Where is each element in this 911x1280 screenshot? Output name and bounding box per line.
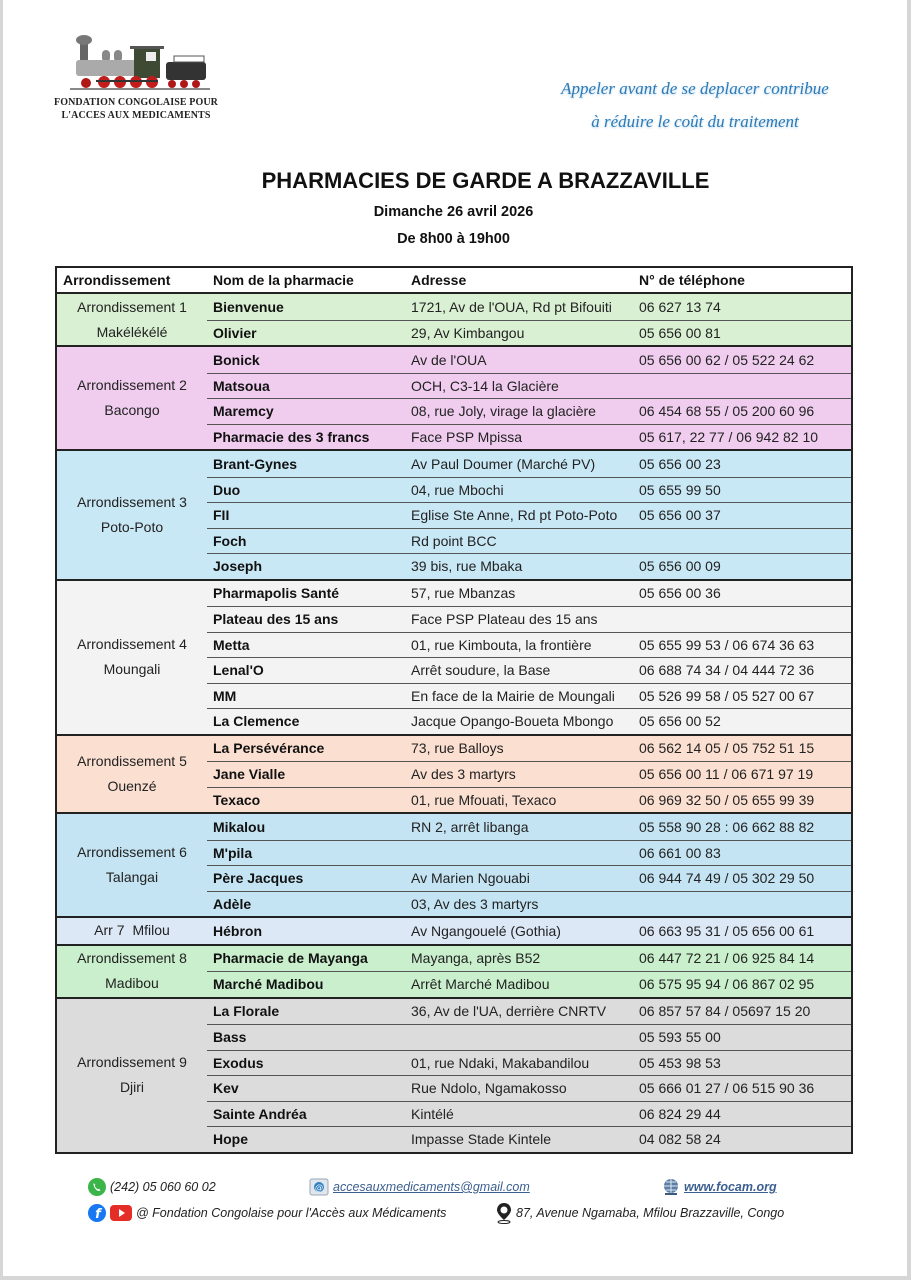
pharmacy-name: Duo: [213, 481, 241, 498]
arrondissement-district: Bacongo: [104, 402, 160, 418]
arrondissement-district: Talangai: [105, 869, 159, 885]
pharmacy-name: M'pila: [213, 844, 253, 861]
arrondissement-group: [57, 294, 851, 347]
table-row: [207, 918, 851, 944]
arrondissement-district: Djiri: [119, 1079, 145, 1095]
pharmacy-phone: 05 656 00 62 / 05 522 24 62: [639, 351, 815, 368]
pharmacy-address: Impasse Stade Kintele: [411, 1131, 552, 1148]
col-header-phone: N° de téléphone: [639, 272, 745, 288]
table-row: [207, 946, 851, 972]
pharmacy-address: 36, Av de l'UA, derrière CNRTV: [411, 1003, 607, 1020]
pharmacy-address: RN 2, arrêt libanga: [411, 818, 529, 835]
pharmacy-rows: [207, 451, 851, 579]
pharmacy-address: 04, rue Mbochi: [411, 481, 504, 498]
pharmacy-address: 01, rue Ndaki, Makabandilou: [411, 1054, 590, 1071]
col-header-address: Adresse: [411, 272, 467, 288]
table-row: [207, 1075, 851, 1101]
slogan-line2: à réduire le coût du traitement: [591, 112, 799, 131]
pharmacy-rows: [207, 946, 851, 997]
pharmacy-phone: 05 617, 22 77 / 06 942 82 10: [639, 428, 819, 445]
pharmacy-name: Marché Madibou: [213, 976, 324, 993]
pharmacy-name: Bass: [213, 1029, 247, 1046]
arrondissement-label: [57, 814, 207, 916]
pharmacy-address: 03, Av des 3 martyrs: [411, 895, 539, 912]
pharmacy-phone: 05 656 00 37: [639, 507, 721, 524]
arrondissement-number: Arrondissement 5: [77, 752, 187, 769]
pharmacy-phone: 05 656 00 23: [639, 455, 721, 472]
phone-icon: [88, 1178, 106, 1196]
pharmacy-phone: 06 824 29 44: [639, 1105, 721, 1122]
pharmacy-phone: 06 575 95 94 / 06 867 02 95: [639, 976, 815, 993]
pharmacy-name: Bonick: [213, 351, 260, 368]
arrondissement-label: [57, 946, 207, 997]
pharmacy-name: Hope: [213, 1131, 248, 1148]
table-row: [207, 553, 851, 579]
pharmacy-phone: 05 656 00 81: [639, 324, 721, 341]
arrondissement-district: Madibou: [105, 975, 159, 991]
table-row: [207, 320, 851, 346]
pharmacy-phone: 06 857 57 84 / 05697 15 20: [639, 1003, 811, 1020]
pharmacy-phone: 05 656 00 52: [639, 713, 721, 730]
table-row: [207, 840, 851, 866]
pharmacy-name: Sainte Andréa: [213, 1105, 307, 1122]
pharmacy-name: La Persévérance: [213, 740, 325, 757]
arrondissement-number: Arr 7: [94, 922, 125, 939]
pharmacy-address: Jacque Opango-Boueta Mbongo: [411, 713, 614, 730]
table-row: [207, 632, 851, 658]
arrondissement-number: Arrondissement 2: [77, 377, 187, 393]
slogan-line1: Appeler avant de se deplacer contribue: [561, 79, 829, 98]
pharmacy-rows: [207, 347, 851, 449]
pharmacy-name: Olivier: [213, 324, 257, 341]
arrondissement-number: Arrondissement 8: [77, 950, 187, 966]
pharmacy-name: Pharmapolis Santé: [213, 585, 340, 602]
pharmacy-address: 39 bis, rue Mbaka: [411, 558, 523, 575]
table-row: [207, 657, 851, 683]
pharmacy-name: La Clemence: [213, 713, 300, 730]
arrondissement-group: [57, 451, 851, 581]
pharmacy-address: Av de l'OUA: [411, 351, 487, 368]
facebook-icon[interactable]: [88, 1204, 106, 1222]
pharmacy-address: Arrêt Marché Madibou: [411, 976, 550, 993]
pharmacy-phone: 05 656 00 36: [639, 585, 721, 602]
pharmacy-name: Père Jacques: [213, 870, 304, 887]
footer-email[interactable]: [309, 1178, 530, 1196]
table-row: [207, 1101, 851, 1127]
footer-address-text: 87, Avenue Ngamaba, Mfilou Brazzaville, Congo: [516, 1206, 785, 1220]
table-row: [207, 1050, 851, 1076]
table-row: [207, 606, 851, 632]
table-body: [57, 294, 851, 1152]
pharmacy-phone: 06 688 74 34 / 04 444 72 36: [639, 662, 815, 679]
pharmacy-address: 01, rue Mfouati, Texaco: [411, 791, 557, 808]
footer-phone-text: (242) 05 060 60 02: [110, 1180, 216, 1194]
pharmacy-address: 73, rue Balloys: [411, 740, 504, 757]
table-row: [207, 347, 851, 373]
arrondissement-district: Makélékélé: [96, 323, 168, 340]
youtube-icon[interactable]: [110, 1204, 132, 1222]
svg-text:f: f: [95, 1207, 101, 1222]
table-header: [57, 268, 851, 294]
pharmacy-address: Av Ngangouelé (Gothia): [411, 922, 561, 939]
pharmacy-phone: 06 627 13 74: [639, 298, 721, 315]
pharmacy-phone: 05 656 00 09: [639, 558, 721, 575]
arrondissement-group: [57, 581, 851, 736]
pharmacy-name: Plateau des 15 ans: [213, 611, 339, 628]
footer-website-link[interactable]: www.focam.org: [684, 1180, 777, 1194]
table-row: [207, 865, 851, 891]
arrondissement-group: [57, 814, 851, 918]
arrondissement-district: Poto-Poto: [100, 518, 164, 535]
table-row: [207, 373, 851, 399]
pharmacy-phone: 05 655 99 50: [639, 481, 721, 498]
pharmacy-name: Joseph: [213, 558, 263, 575]
arrondissement-group: [57, 347, 851, 451]
footer-address: [496, 1202, 784, 1224]
pharmacy-address: Kintélé: [411, 1105, 454, 1122]
table-row: [207, 528, 851, 554]
table-row: [207, 891, 851, 917]
arrondissement-label: [57, 581, 207, 734]
pharmacy-address: Av Marien Ngouabi: [411, 870, 530, 887]
pharmacy-address: Face PSP Plateau des 15 ans: [411, 611, 598, 628]
pharmacy-name: Pharmacie des 3 francs: [213, 428, 370, 445]
table-row: [207, 971, 851, 997]
pharmacy-address: Face PSP Mpissa: [411, 428, 523, 445]
pharmacy-address: Eglise Ste Anne, Rd pt Poto-Poto: [411, 507, 618, 524]
pharmacy-address: 1721, Av de l'OUA, Rd pt Bifouiti: [411, 298, 612, 315]
pharmacy-rows: [207, 918, 851, 944]
pharmacy-phone: 05 655 99 53 / 06 674 36 63: [639, 636, 815, 653]
location-pin-icon: [496, 1202, 512, 1224]
arrondissement-label: [57, 999, 207, 1152]
arrondissement-number: Arrondissement 4: [77, 636, 187, 652]
pharmacy-name: MM: [213, 687, 237, 704]
pharmacy-address: 01, rue Kimbouta, la frontière: [411, 636, 592, 653]
pharmacy-name: Foch: [213, 532, 247, 549]
table-row: [207, 477, 851, 503]
pharmacy-phone: 06 562 14 05 / 05 752 51 15: [639, 740, 815, 757]
pharmacy-name: Bienvenue: [213, 298, 284, 315]
pharmacy-name: Metta: [213, 636, 250, 653]
pharmacy-address: Av des 3 martyrs: [411, 766, 516, 783]
pharmacy-name: Adèle: [213, 895, 252, 912]
pharmacy-name: FII: [213, 507, 230, 524]
steam-locomotive-icon: [70, 32, 210, 94]
table-row: [207, 294, 851, 320]
table-row: [207, 502, 851, 528]
pharmacy-rows: [207, 999, 851, 1152]
pharmacy-address: 29, Av Kimbangou: [411, 324, 525, 341]
logo-text-line2: L'ACCES AUX MEDICAMENTS: [61, 110, 211, 121]
arrondissement-number: Arrondissement 3: [77, 493, 187, 510]
pharmacy-name: Kev: [213, 1080, 239, 1097]
pharmacy-phone: 05 666 01 27 / 06 515 90 36: [639, 1080, 815, 1097]
pharmacy-phone: 05 656 00 11 / 06 671 97 19: [639, 766, 814, 783]
table-row: [207, 1126, 851, 1152]
pharmacy-name: Jane Vialle: [213, 766, 286, 783]
pharmacy-name: Hébron: [213, 922, 262, 939]
pharmacy-address: En face de la Mairie de Moungali: [411, 687, 615, 704]
table-row: [207, 683, 851, 709]
pharmacy-rows: [207, 294, 851, 345]
pharmacy-name: Maremcy: [213, 403, 274, 420]
pharmacy-phone: 06 454 68 55 / 05 200 60 96: [639, 403, 815, 420]
table-row: [207, 787, 851, 813]
pharmacy-address: OCH, C3-14 la Glacière: [411, 377, 559, 394]
pharmacy-address: 57, rue Mbanzas: [411, 585, 516, 602]
table-row: [207, 451, 851, 477]
arrondissement-label: [57, 347, 207, 449]
page-title: PHARMACIES DE GARDE A BRAZZAVILLE: [261, 168, 710, 193]
arrondissement-district: Mfilou: [132, 922, 170, 939]
pharmacy-phone: 05 526 99 58 / 05 527 00 67: [639, 687, 815, 704]
footer-social-text: @ Fondation Congolaise pour l'Accès aux Médicaments: [136, 1206, 447, 1220]
footer-email-link[interactable]: accesauxmedicaments@gmail.com: [333, 1180, 530, 1194]
logo-text-line1: FONDATION CONGOLAISE POUR: [54, 97, 218, 108]
arrondissement-label: [57, 736, 207, 813]
pharmacy-phone: 06 944 74 49 / 05 302 29 50: [639, 870, 815, 887]
arrondissement-number: Arrondissement 1: [77, 298, 187, 315]
table-row: [207, 398, 851, 424]
col-header-name: Nom de la pharmacie: [213, 272, 354, 288]
pharmacy-address: 08, rue Joly, virage la glacière: [411, 403, 596, 420]
pharmacy-name: Pharmacie de Mayanga: [213, 950, 368, 967]
pharmacy-name: Lenal'O: [213, 662, 264, 679]
table-row: [207, 581, 851, 607]
pharmacy-name: Exodus: [213, 1054, 264, 1071]
arrondissement-label: [57, 451, 207, 579]
slogan: [540, 72, 850, 138]
svg-text:@: @: [315, 1183, 323, 1192]
pharmacy-phone: 05 558 90 28 : 06 662 88 82: [639, 818, 815, 835]
pharmacy-name: Brant-Gynes: [213, 455, 298, 472]
pharmacy-rows: [207, 581, 851, 734]
date-subtitle: Dimanche 26 avril 2026: [373, 204, 534, 220]
foundation-logo: [50, 32, 222, 124]
table-row: [207, 736, 851, 762]
globe-icon: [662, 1178, 680, 1196]
pharmacy-name: Mikalou: [213, 818, 266, 835]
pharmacy-address: Rue Ndolo, Ngamakosso: [411, 1080, 567, 1097]
pharmacy-rows: [207, 736, 851, 813]
arrondissement-number: Arrondissement 9: [77, 1054, 187, 1070]
table-row: [207, 708, 851, 734]
pharmacy-address: Mayanga, après B52: [411, 950, 541, 967]
pharmacy-address: Rd point BCC: [411, 532, 497, 549]
pharmacy-phone: 06 969 32 50 / 05 655 99 39: [639, 791, 815, 808]
pharmacy-address: Av Paul Doumer (Marché PV): [411, 455, 596, 472]
arrondissement-district: Ouenzé: [107, 777, 157, 794]
arrondissement-group: [57, 736, 851, 815]
footer-social: [88, 1204, 446, 1222]
table-row: [207, 814, 851, 840]
footer-phone: [88, 1178, 216, 1196]
table-row: [207, 999, 851, 1025]
pharmacy-name: La Florale: [213, 1003, 280, 1020]
pharmacy-phone: 06 661 00 83: [639, 844, 721, 861]
arrondissement-label: [57, 918, 207, 944]
pharmacy-phone: 06 447 72 21 / 06 925 84 14: [639, 950, 815, 967]
pharmacy-phone: 05 593 55 00: [639, 1029, 721, 1046]
pharmacy-phone: 04 082 58 24: [639, 1131, 721, 1148]
hours-subtitle: De 8h00 à 19h00: [397, 231, 510, 247]
arrondissement-group: [57, 999, 851, 1152]
pharmacy-table: [55, 266, 853, 1154]
arrondissement-label: [57, 294, 207, 345]
pharmacy-name: Texaco: [213, 791, 261, 808]
table-row: [207, 424, 851, 450]
pharmacy-rows: [207, 814, 851, 916]
pharmacy-phone: 06 663 95 31 / 05 656 00 61: [639, 922, 815, 939]
arrondissement-group: [57, 918, 851, 946]
pharmacy-name: Matsoua: [213, 377, 270, 394]
table-row: [207, 1024, 851, 1050]
footer: [0, 1176, 911, 1236]
pharmacy-address: Arrêt soudure, la Base: [411, 662, 551, 679]
pharmacy-phone: 05 453 98 53: [639, 1054, 721, 1071]
footer-website[interactable]: [662, 1178, 777, 1196]
arrondissement-group: [57, 946, 851, 999]
email-icon: [309, 1178, 329, 1196]
table-row: [207, 761, 851, 787]
col-header-arrondissement: Arrondissement: [63, 272, 171, 288]
arrondissement-number: Arrondissement 6: [77, 844, 187, 860]
arrondissement-district: Moungali: [103, 661, 161, 677]
